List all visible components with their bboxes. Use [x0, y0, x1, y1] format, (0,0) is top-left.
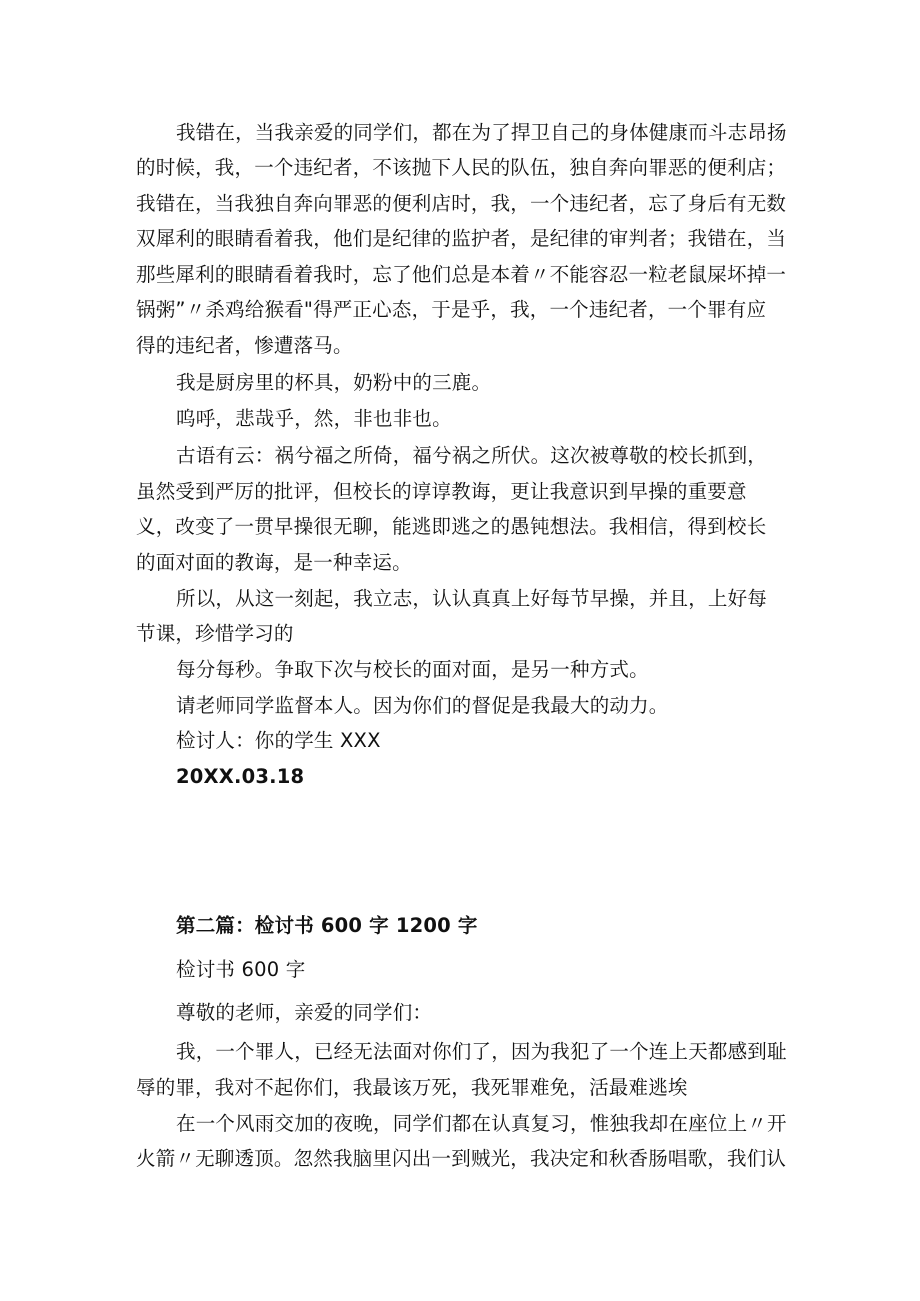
text-line: 火箭〃无聊透顶。忽然我脑里闪出一到贼光，我决定和秋香肠唱歌，我们认 [136, 1147, 787, 1170]
greeting-line: 尊敬的老师，亲爱的同学们： [176, 1001, 433, 1024]
text-line: 双犀利的眼睛看着我，他们是纪律的监护者，是纪律的审判者；我错在，当 [136, 227, 787, 250]
text-line: 节课，珍惜学习的 [136, 622, 294, 645]
text-line: 义，改变了一贯早操很无聊，能逃即逃之的愚钝想法。我相信，得到校长 [136, 515, 767, 538]
text-line: 在一个风雨交加的夜晚，同学们都在认真复习，惟独我却在座位上〃开 [176, 1112, 787, 1135]
text-line: 虽然受到严厉的批评，但校长的谆谆教诲，更让我意识到早操的重要意 [136, 480, 747, 503]
text-line: 锅粥”〃杀鸡给猴看"得严正心态，于是乎，我，一个违纪者，一个罪有应 [136, 298, 767, 321]
text-line: 每分每秒。争取下次与校长的面对面，是另一种方式。 [176, 658, 649, 681]
date-line: 20XX.03.18 [176, 765, 305, 788]
text-line: 古语有云：祸兮福之所倚，福兮祸之所伏。这次被尊敬的校长抓到， [176, 444, 768, 467]
text-line: 得的违纪者，惨遭落马。 [136, 334, 353, 357]
text-line: 我错在，当我亲爱的同学们，都在为了捍卫自己的身体健康而斗志昂扬 [176, 121, 787, 144]
text-line: 那些犀利的眼睛看着我时，忘了他们总是本着〃不能容忍一粒老鼠屎坏掉一 [136, 263, 787, 286]
text-line: 我，一个罪人，已经无法面对你们了，因为我犯了一个连上天都感到耻 [176, 1040, 787, 1063]
signature-line: 检讨人：你的学生 XXX [176, 729, 381, 752]
text-line: 我错在，当我独自奔向罪恶的便利店时，我，一个违纪者，忘了身后有无数 [136, 192, 787, 215]
text-line: 我是厨房里的杯具，奶粉中的三鹿。 [176, 371, 492, 394]
text-line: 请老师同学监督本人。因为你们的督促是我最大的动力。 [176, 694, 669, 717]
section-subtitle: 检讨书 600 字 [176, 958, 306, 981]
section-heading: 第二篇：检讨书 600 字 1200 字 [176, 914, 478, 937]
text-line: 所以，从这一刻起，我立志，认认真真上好每节早操，并且，上好每 [176, 587, 768, 610]
text-line: 辱的罪，我对不起你们，我最该万死，我死罪难免，活最难逃埃 [136, 1076, 688, 1099]
text-line: 的面对面的教诲，是一种幸运。 [136, 551, 412, 574]
text-line: 的时候，我，一个违纪者，不该抛下人民的队伍，独自奔向罪恶的便利店； [136, 156, 787, 179]
text-line: 呜呼，悲哉乎，然，非也非也。 [176, 407, 452, 430]
